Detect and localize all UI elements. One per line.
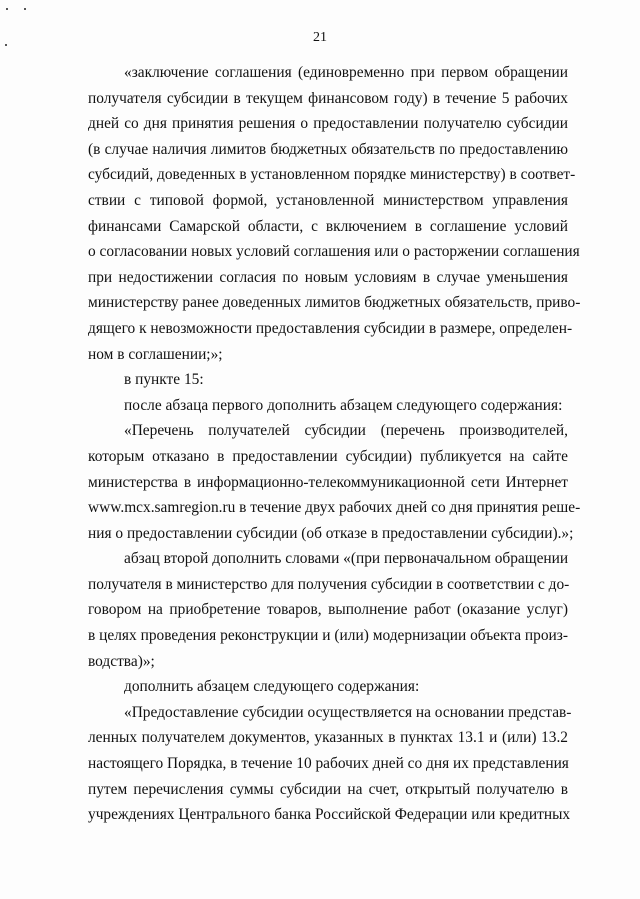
text-line: ствии с типовой формой, установленной министерством управления [88, 191, 568, 209]
text-line: финансами Самарской области, с включением в соглашение условий [88, 217, 568, 235]
text-line: «Перечень получателей субсидии (перечень производителей, [124, 422, 568, 440]
text-line: о согласовании новых условий соглашения или о расторжении соглашения [88, 243, 580, 261]
text-line: путем перечисления суммы субсидии на счет, открытый получателю в [88, 780, 568, 798]
text-line: абзац второй дополнить словами «(при первоначальном обращении [124, 550, 569, 568]
document-body [88, 60, 581, 828]
text-line: настоящего Порядка, в течение 10 рабочих дней со дня их представления [88, 755, 569, 773]
text-line: дней со дня принятия решения о предоставлении получателю субсидии [88, 115, 568, 133]
text-line: (в случае наличия лимитов бюджетных обязательств по предоставлению [88, 140, 568, 158]
text-line: субсидий, доведенных в установленном порядке министерству) в соответ- [88, 166, 576, 184]
text-line: водства)»; [88, 652, 155, 670]
text-line: «заключение соглашения (единовременно при первом обращении [124, 64, 568, 81]
text-line: получателя субсидии в текущем финансовом году) в течение 5 рабочих [88, 89, 568, 107]
text-line: «Предоставление субсидии осуществляется на основании представ- [124, 703, 572, 721]
text-line: дящего к невозможности предоставления субсидии в размере, определен- [88, 319, 573, 337]
text-line: министерства в информационно-телекоммуникационной сети Интернет [88, 473, 568, 491]
text-line: дополнить абзацем следующего содержания: [124, 678, 420, 696]
text-line: в пункте 15: [124, 371, 204, 389]
scan-speck [6, 8, 8, 10]
text-line: в целях проведения реконструкции и (или) модернизации объекта произ- [88, 627, 568, 645]
text-line: ния о предоставлении субсидии (об отказе в предоставлении субсидии).»; [88, 524, 574, 542]
text-line: получателя в министерство для получения субсидии в соответствии с до- [88, 575, 570, 593]
text-line: министерству ранее доведенных лимитов бюджетных обязательств, приво- [88, 294, 581, 312]
text-line: ном в соглашении;»; [88, 345, 223, 363]
text-line: www.mcx.samregion.ru в течение двух рабочих дней со дня принятия реше- [88, 499, 581, 517]
text-line: после абзаца первого дополнить абзацем следующего содержания: [124, 396, 563, 414]
page-number: 21 [313, 30, 327, 45]
text-line: ленных получателем документов, указанных в пунктах 13.1 и (или) 13.2 [88, 729, 568, 747]
text-line: говором на приобретение товаров, выполнение работ (оказание услуг) [88, 601, 568, 619]
text-line: при недостижении согласия по новым условиям в случае уменьшения [88, 268, 568, 286]
text-line: которым отказано в предоставлении субсидии) публикуется на сайте [88, 447, 568, 465]
text-line: учреждениях Центрального банка Российской Федерации или кредитных [88, 806, 571, 824]
scan-speck [24, 8, 26, 10]
